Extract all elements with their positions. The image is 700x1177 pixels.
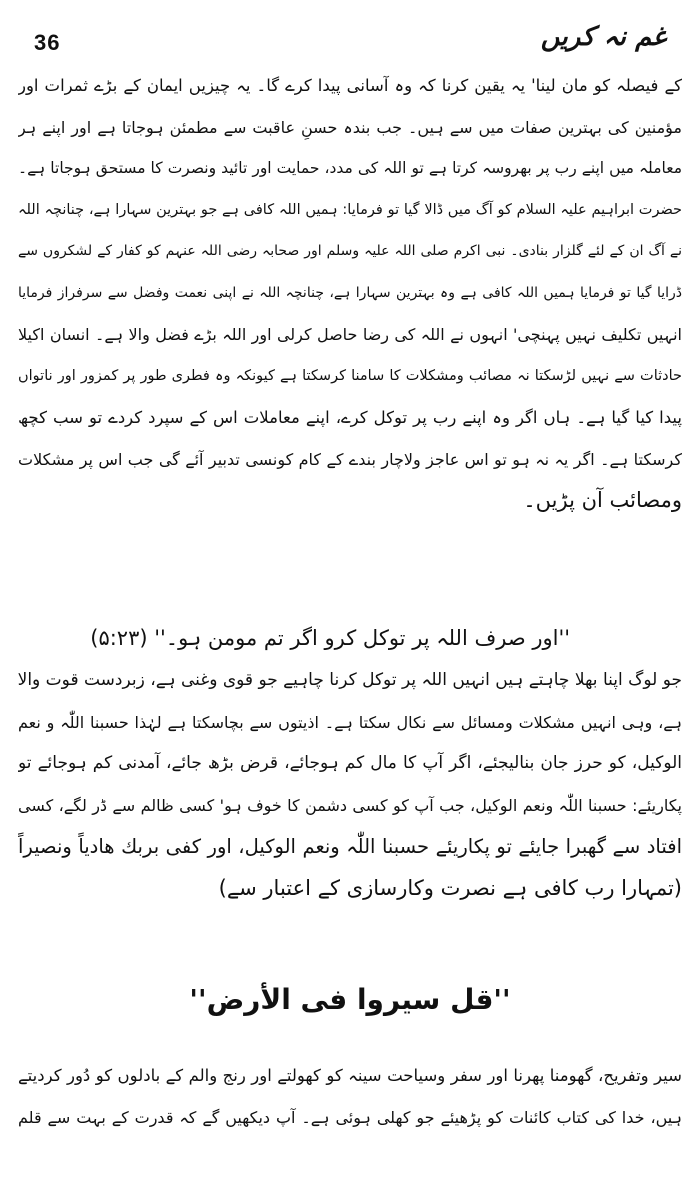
- text-line: ڈرایا گیا تو فرمایا ہمیں اللہ کافی ہے وہ بہترین سہارا ہے، چنانچہ اللہ نے اپنی نعمت وفضل سے سرفراز فرمایا: [18, 284, 682, 301]
- quranic-quote: ''اور صرف اللہ پر توکل کرو اگر تم مومن ہو۔'' (۵:۲۳): [90, 626, 570, 650]
- text-line: مؤمنین کی بہترین صفات میں سے ہیں۔ جب بندہ حسنِ عاقبت سے مطمئن ہوجاتا ہے اور اپنے ہر: [18, 117, 682, 137]
- text-line: ہے، وہی انہیں مشکلات ومسائل سے نکال سکتا ہے۔ اذیتوں سے بچاسکتا ہے لہٰذا حسبنا اللّٰہ و نعم: [18, 712, 682, 732]
- text-line: سیر وتفریح، گھومنا پھرنا اور سفر وسیاحت سینہ کو کھولتے اور رنج والم کے بادلوں کو دُور کردیتے: [18, 1066, 682, 1085]
- text-line: معاملہ میں اپنے رب پر بھروسہ کرتا ہے تو اللہ کی مدد، حمایت اور تائید ونصرت کا مستحق ہوجاتا ہے۔: [18, 159, 682, 177]
- running-head: غم نہ کریں: [540, 22, 666, 52]
- text-line: جو لوگ اپنا بھلا چاہتے ہیں انہیں اللہ پر توکل کرنا چاہیے جو قوی وغنی ہے، زبردست قوت والا: [18, 670, 682, 690]
- text-line: کے فیصلہ کو مان لینا' یہ یقین کرنا کہ وہ آسانی پیدا کرے گا۔ یہ چیزیں ایمان کے بڑے ثمرات اور: [18, 76, 682, 95]
- text-line: (تمہارا رب کافی ہے نصرت وکارسازی کے اعتبار سے): [218, 875, 682, 900]
- text-line: حضرت ابراہیم علیہ السلام کو آگ میں ڈالا گیا تو فرمایا: ہمیں اللہ کافی ہے جو بہترین سہارا ہے، چنانچہ اللہ: [18, 201, 682, 218]
- text-line: افتاد سے گھبرا جایئے تو پکاریئے حسبنا اللّٰہ ونعم الوکیل، اور کفی بربك ھادیاً ونصیراً: [18, 835, 682, 858]
- text-line: کرسکتا ہے۔ اگر یہ نہ ہو تو اس عاجز ولاچار بندے کے کام کونسی تدبیر آئے گی جب اس پر مشکلات: [18, 449, 682, 469]
- text-line: ہیں، خدا کی کتاب کائنات کو پڑھیئے جو کھلی ہوئی ہے۔ آپ دیکھیں گے کہ قدرت کے بہت سے قلم: [18, 1107, 682, 1127]
- text-line: پیدا کیا گیا ہے۔ ہاں اگر وہ اپنے رب پر توکل کرے، اپنے معاملات اس کے سپرد کردے تو سب کچھ: [18, 408, 682, 427]
- paragraph-hasbunallah: [18, 660, 682, 909]
- text-line: انہیں تکلیف نہیں پہنچی' انہوں نے اللہ کی رضا حاصل کرلی اور اللہ بڑے فضل والا ہے۔ انسان اکیلا: [18, 325, 682, 344]
- text-line: نے آگ ان کے لئے گلزار بنادی۔ نبی اکرم صلی اللہ علیہ وسلم اور صحابہ رضی اللہ عنہم کو کفار کے لشکروں سے: [18, 243, 682, 259]
- page-number: 36: [34, 30, 61, 55]
- text-line: الوکیل، کو حرز جان بنالیجئے، اگر آپ کا مال کم ہوجائے، قرض بڑھ جائے، آمدنی کم ہوجائے تو: [18, 753, 682, 773]
- text-line: پکاریئے: حسبنا اللّٰہ ونعم الوکیل، جب آپ کو کسی دشمن کا خوف ہو' کسی ظالم سے ڈر لگے، کسی: [18, 795, 682, 815]
- text-line: حادثات سے نہیں لڑسکتا نہ مصائب ومشکلات کا سامنا کرسکتا ہے کیونکہ وہ فطری طور پر کمزور اور ناتواں: [18, 367, 682, 384]
- paragraph-tawakkul: [18, 65, 682, 522]
- section-heading: ''قل سیروا فی الأرض'': [189, 983, 511, 1016]
- paragraph-travel: [18, 1055, 682, 1138]
- text-line: ومصائب آن پڑیں۔: [523, 488, 682, 512]
